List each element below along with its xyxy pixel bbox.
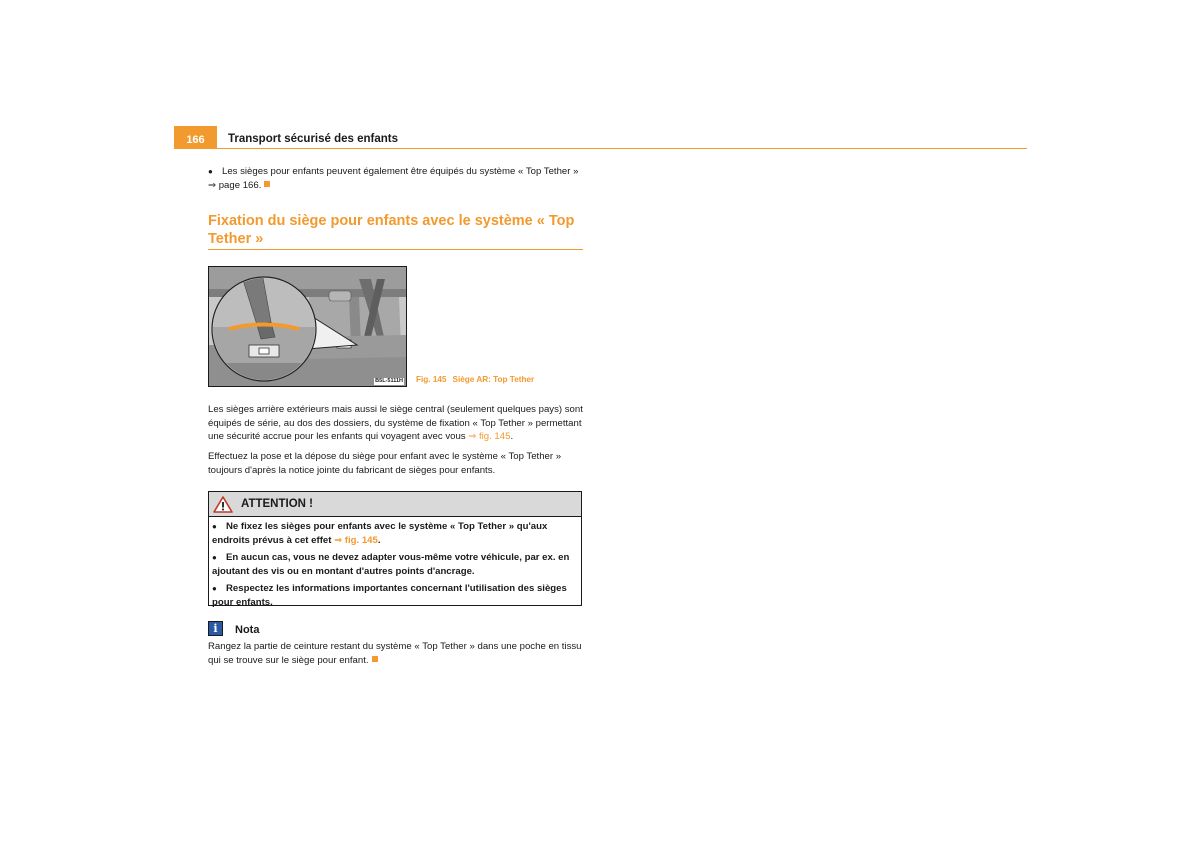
intro-bullet-page-ref: ⇒ page 166. <box>208 179 262 191</box>
note-line-1: Rangez la partie de ceinture restant du système « Top Tether » dans une poche en tissu <box>208 641 582 652</box>
bullet-icon: ● <box>212 584 217 593</box>
note-header <box>208 620 259 636</box>
warning-item-1-text: Ne fixez les sièges pour enfants avec le système « Top Tether » qu'aux endroits prévus à cet effet <box>212 521 548 546</box>
bullet-icon: ● <box>212 522 217 531</box>
figure-caption <box>416 375 534 384</box>
note-title: Nota <box>235 624 260 636</box>
paragraph-1-period: . <box>510 431 514 442</box>
warning-title: ATTENTION ! <box>241 498 313 510</box>
intro-bullet-item <box>208 165 583 192</box>
warning-box <box>208 491 582 606</box>
paragraph-1-line-1: Les sièges arrière extérieurs mais aussi le siège central (seulement quelques pays) sont <box>208 404 583 415</box>
end-of-section-icon <box>264 181 270 187</box>
warning-item <box>212 551 578 578</box>
bullet-icon: ● <box>208 167 213 176</box>
figure-145-link[interactable]: ⇒ fig. 145 <box>468 431 511 442</box>
paragraph-2-line-1: Effectuez la pose et la dépose du siège pour enfant avec le système « Top Tether » <box>208 451 562 462</box>
paragraph-2-line-2: toujours d'après la notice jointe du fabricant de sièges pour enfants. <box>208 464 496 476</box>
warning-header <box>209 492 581 517</box>
top-tether-drawing <box>209 267 406 386</box>
end-of-section-icon <box>372 656 378 662</box>
paragraph-1-line-2: équipés de série, au dos des dossiers, du système de fixation « Top Tether » permettant <box>208 417 582 429</box>
figure-145-link[interactable]: ⇒ fig. 145 <box>334 534 378 546</box>
warning-item-2-text: En aucun cas, vous ne devez adapter vous-même votre véhicule, par ex. en ajoutant des vis ou en montant d'autres points d'ancrage. <box>212 552 570 577</box>
info-icon: i <box>208 621 223 636</box>
running-header-title: Transport sécurisé des enfants <box>228 133 399 145</box>
page-number: 166 <box>174 126 217 149</box>
warning-item-1-period: . <box>377 534 381 546</box>
note-line-2: qui se trouve sur le siège pour enfant. <box>208 654 369 666</box>
figure-caption-number: Fig. 145 <box>416 375 447 384</box>
section-heading-line-1: Fixation du siège pour enfants avec le système « Top <box>208 213 575 229</box>
warning-item <box>212 520 578 547</box>
bullet-icon: ● <box>212 553 217 562</box>
body-paragraph-2 <box>208 450 583 477</box>
section-divider <box>208 249 583 250</box>
section-heading <box>208 212 583 248</box>
warning-list <box>209 517 581 609</box>
figure-code: B5L-5111H <box>375 378 403 384</box>
warning-triangle-icon <box>213 496 233 513</box>
warning-item <box>212 582 578 609</box>
intro-bullet-text: Les sièges pour enfants peuvent également être équipés du système « Top Tether » <box>222 166 579 177</box>
figure-caption-text: Siège AR: Top Tether <box>452 375 535 384</box>
warning-item-3-text: Respectez les informations importantes concernant l'utilisation des sièges pour enfants. <box>212 583 567 608</box>
note-text <box>208 640 583 667</box>
section-heading-line-2: Tether » <box>208 231 264 247</box>
body-paragraph-1 <box>208 403 583 444</box>
header-divider <box>174 148 1027 149</box>
figure-145-illustration <box>208 266 407 387</box>
paragraph-1-line-3: une sécurité accrue pour les enfants qui voyagent avec vous <box>208 431 469 442</box>
